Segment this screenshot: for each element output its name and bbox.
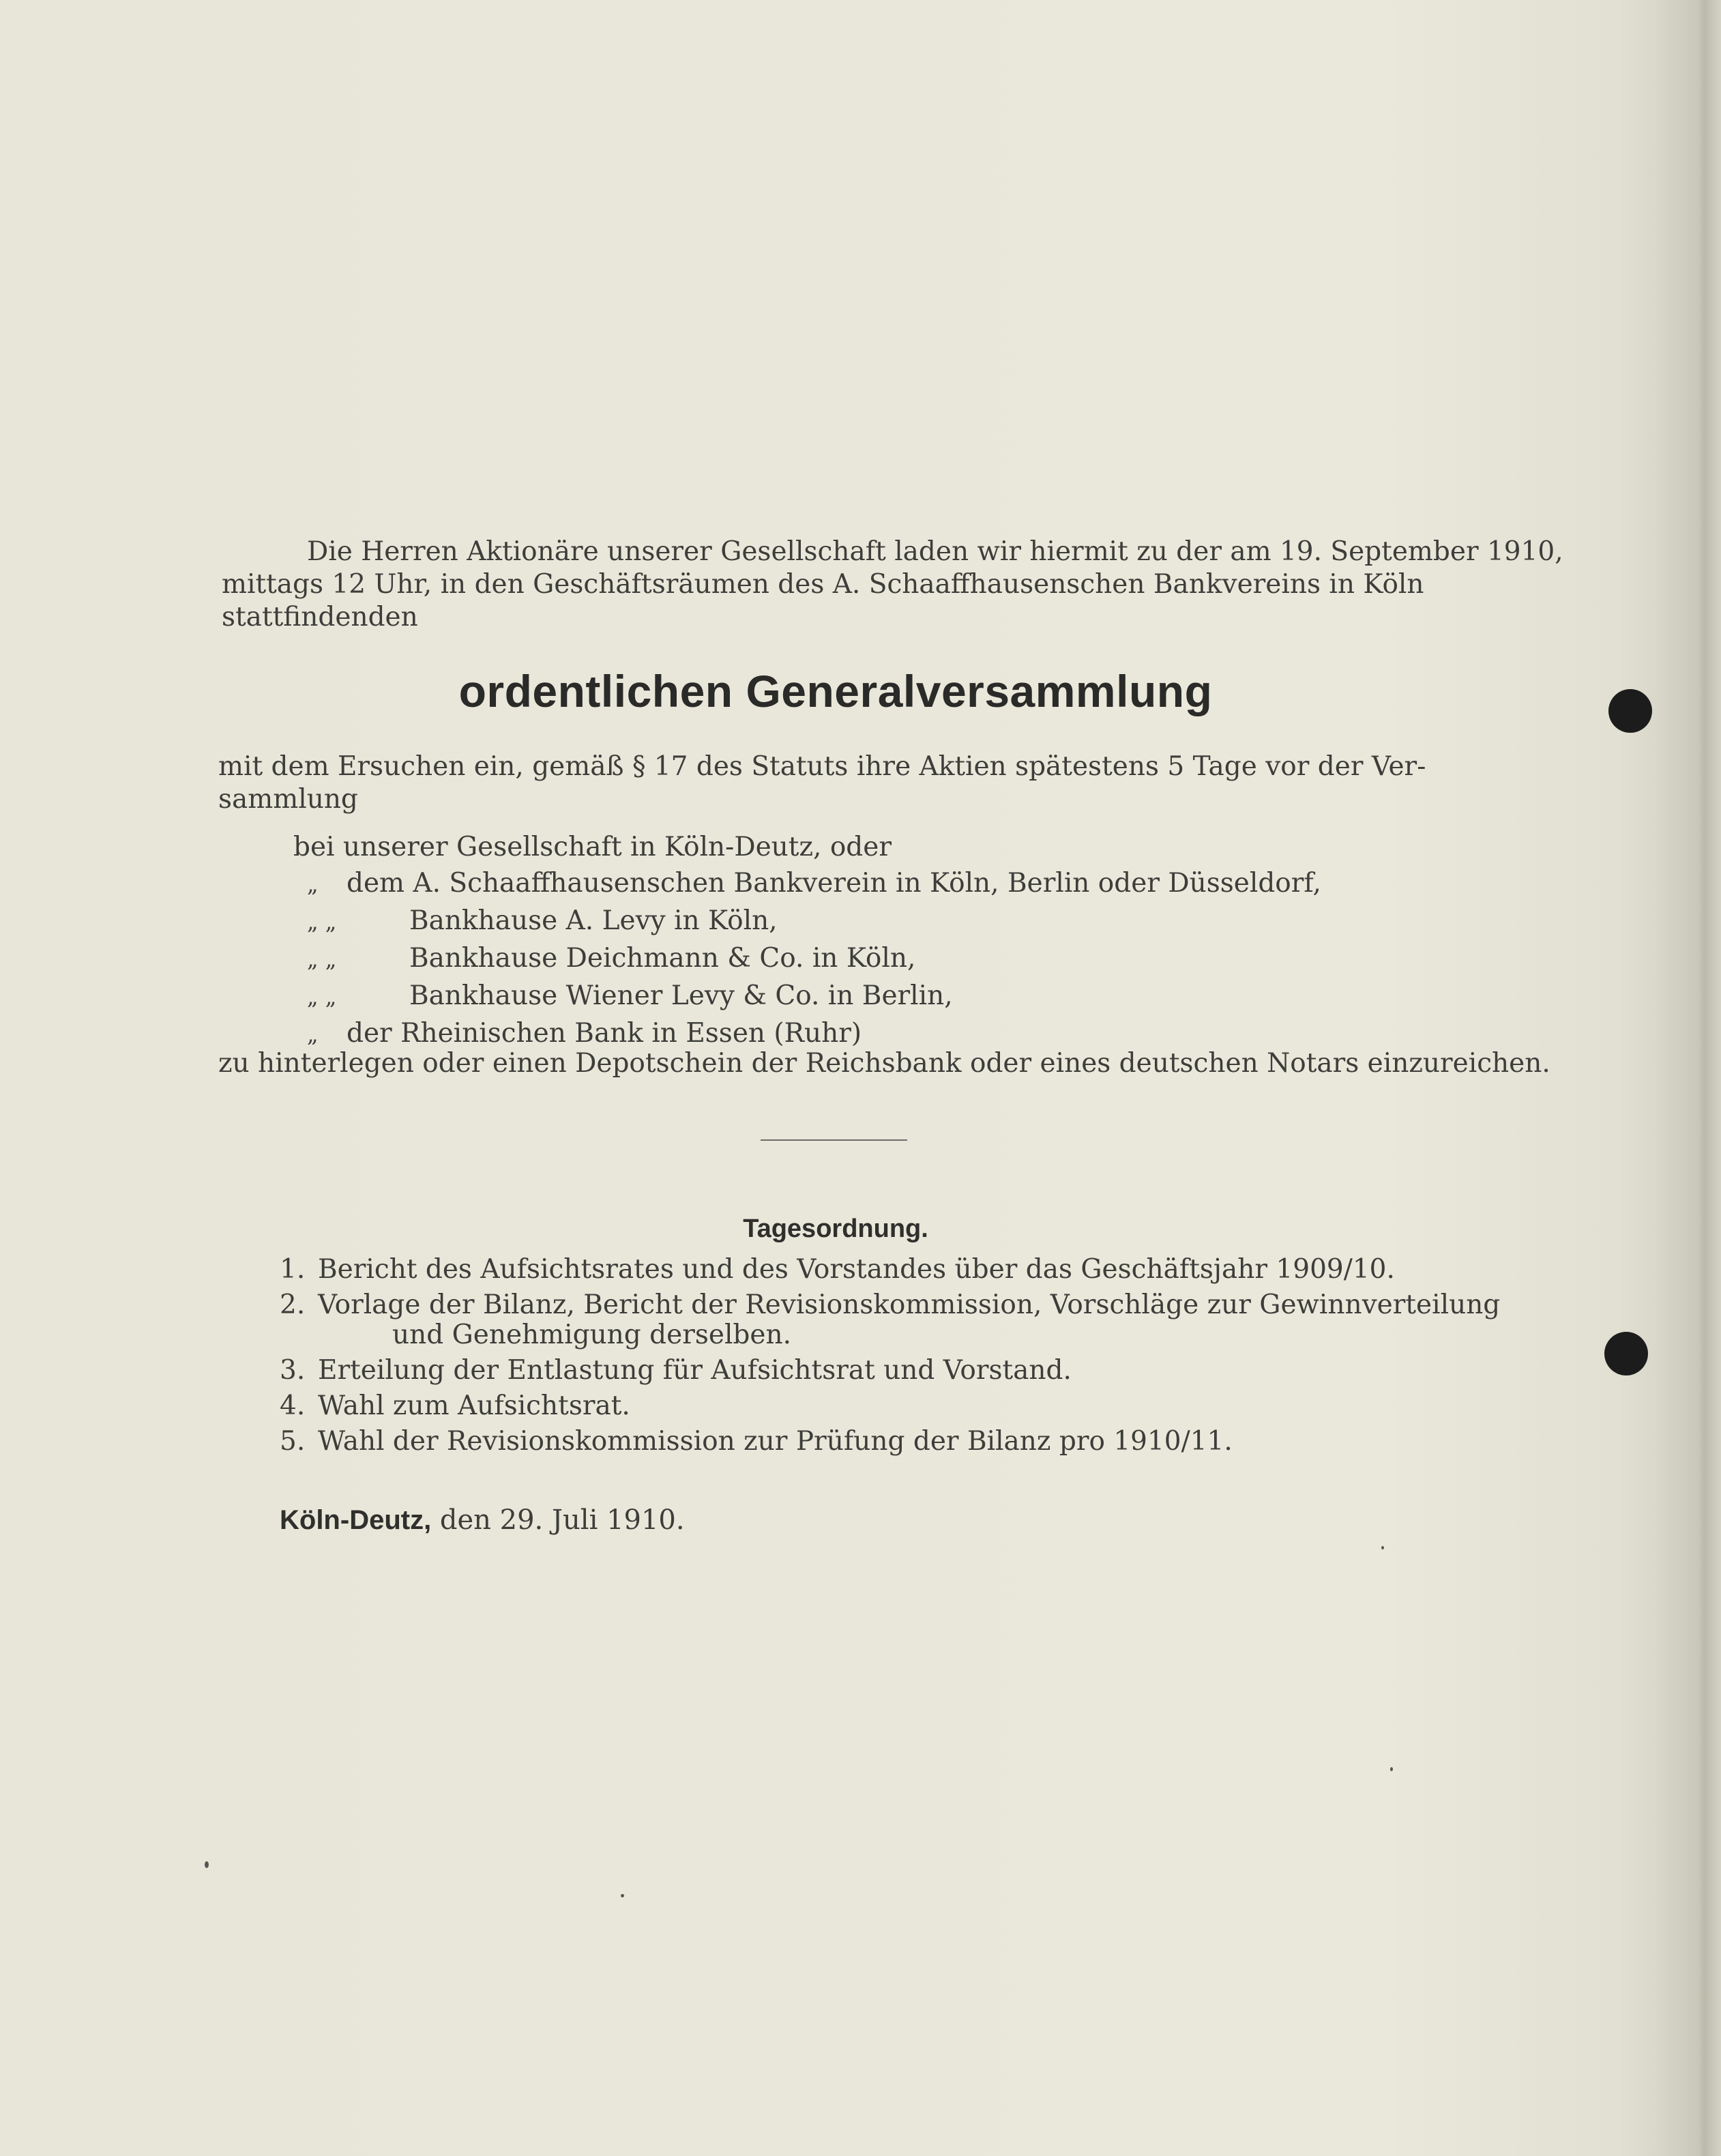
place-date-line	[280, 1504, 685, 1536]
agenda-title: Tagesordnung.	[743, 1214, 928, 1243]
agenda-number: 3.	[280, 1355, 306, 1386]
meeting-heading: ordentlichen Generalversammlung	[458, 666, 1213, 716]
deposit-location: bei unserer Gesellschaft in Köln-Deutz, oder	[293, 832, 892, 862]
agenda-item	[280, 1287, 1500, 1353]
place-name: Köln-Deutz,	[280, 1505, 432, 1535]
agenda-list	[280, 1252, 1500, 1459]
issue-date: den 29. Juli 1910.	[439, 1504, 685, 1536]
ditto-mark: „ „	[307, 984, 337, 1010]
deposit-location: „ „ Bankhause Deichmann & Co. in Köln,	[218, 940, 1321, 978]
ditto-mark: „	[307, 871, 319, 897]
agenda-text: Vorlage der Bilanz, Bericht der Revisionskommission, Vorschläge zur Gewinnverteilung	[318, 1290, 1501, 1320]
request-line-1: mit dem Ersuchen ein, gemäß § 17 des Statuts ihre Aktien spätestens 5 Tage vor der Ver-	[218, 751, 1426, 782]
paper-speck	[1381, 1546, 1384, 1549]
invitation-line-2: mittags 12 Uhr, in den Geschäftsräumen des A. Schaaffhausenschen Bankvereins in Köln	[222, 569, 1424, 600]
request-paragraph	[218, 751, 1426, 816]
agenda-text: Wahl zum Aufsichtsrat.	[318, 1390, 630, 1421]
agenda-item	[280, 1252, 1500, 1287]
agenda-number: 4.	[280, 1390, 306, 1421]
request-line-2: sammlung	[218, 784, 358, 815]
deposit-location: „ der Rheinischen Bank in Essen (Ruhr)	[218, 1015, 1321, 1053]
agenda-number: 1.	[280, 1254, 306, 1285]
ditto-mark: „	[307, 1021, 319, 1047]
deposit-location: „ „ Bankhause A. Levy in Köln,	[218, 903, 1321, 940]
invitation-line-1: Die Herren Aktionäre unserer Gesellschaft laden wir hiermit zu der am 19. September 1910,	[307, 536, 1563, 567]
paper-speck	[621, 1894, 624, 1897]
closing-line: zu hinterlegen oder einen Depotschein der Reichsbank oder eines deutschen Notars einzureichen.	[218, 1048, 1550, 1079]
agenda-item	[280, 1388, 1500, 1424]
agenda-item	[280, 1424, 1500, 1459]
agenda-text: Erteilung der Entlastung für Aufsichtsrat und Vorstand.	[318, 1355, 1072, 1386]
deposit-location: „ dem A. Schaaffhausenschen Bankverein in Köln, Berlin oder Düsseldorf,	[218, 865, 1321, 903]
deposit-location: „ „ Bankhause Wiener Levy & Co. in Berlin,	[218, 978, 1321, 1015]
section-divider	[761, 1139, 907, 1141]
ditto-mark: „ „	[307, 946, 337, 972]
ditto-mark: „ „	[307, 909, 337, 935]
agenda-text: Wahl der Revisionskommission zur Prüfung der Bilanz pro 1910/11.	[318, 1426, 1233, 1457]
agenda-continuation: und Genehmigung derselben.	[392, 1320, 791, 1350]
deposit-locations-list	[218, 829, 1321, 1053]
invitation-paragraph	[222, 536, 1563, 634]
paper-speck	[1390, 1767, 1393, 1771]
punch-hole-lower	[1604, 1332, 1648, 1375]
paper-speck	[205, 1861, 209, 1868]
agenda-number: 2.	[280, 1290, 306, 1320]
agenda-number: 5.	[280, 1426, 306, 1457]
invitation-line-3: stattfindenden	[222, 602, 418, 632]
agenda-item	[280, 1353, 1500, 1388]
binding-edge	[1664, 0, 1721, 2156]
agenda-text: Bericht des Aufsichtsrates und des Vorstandes über das Geschäftsjahr 1909/10.	[318, 1254, 1395, 1285]
